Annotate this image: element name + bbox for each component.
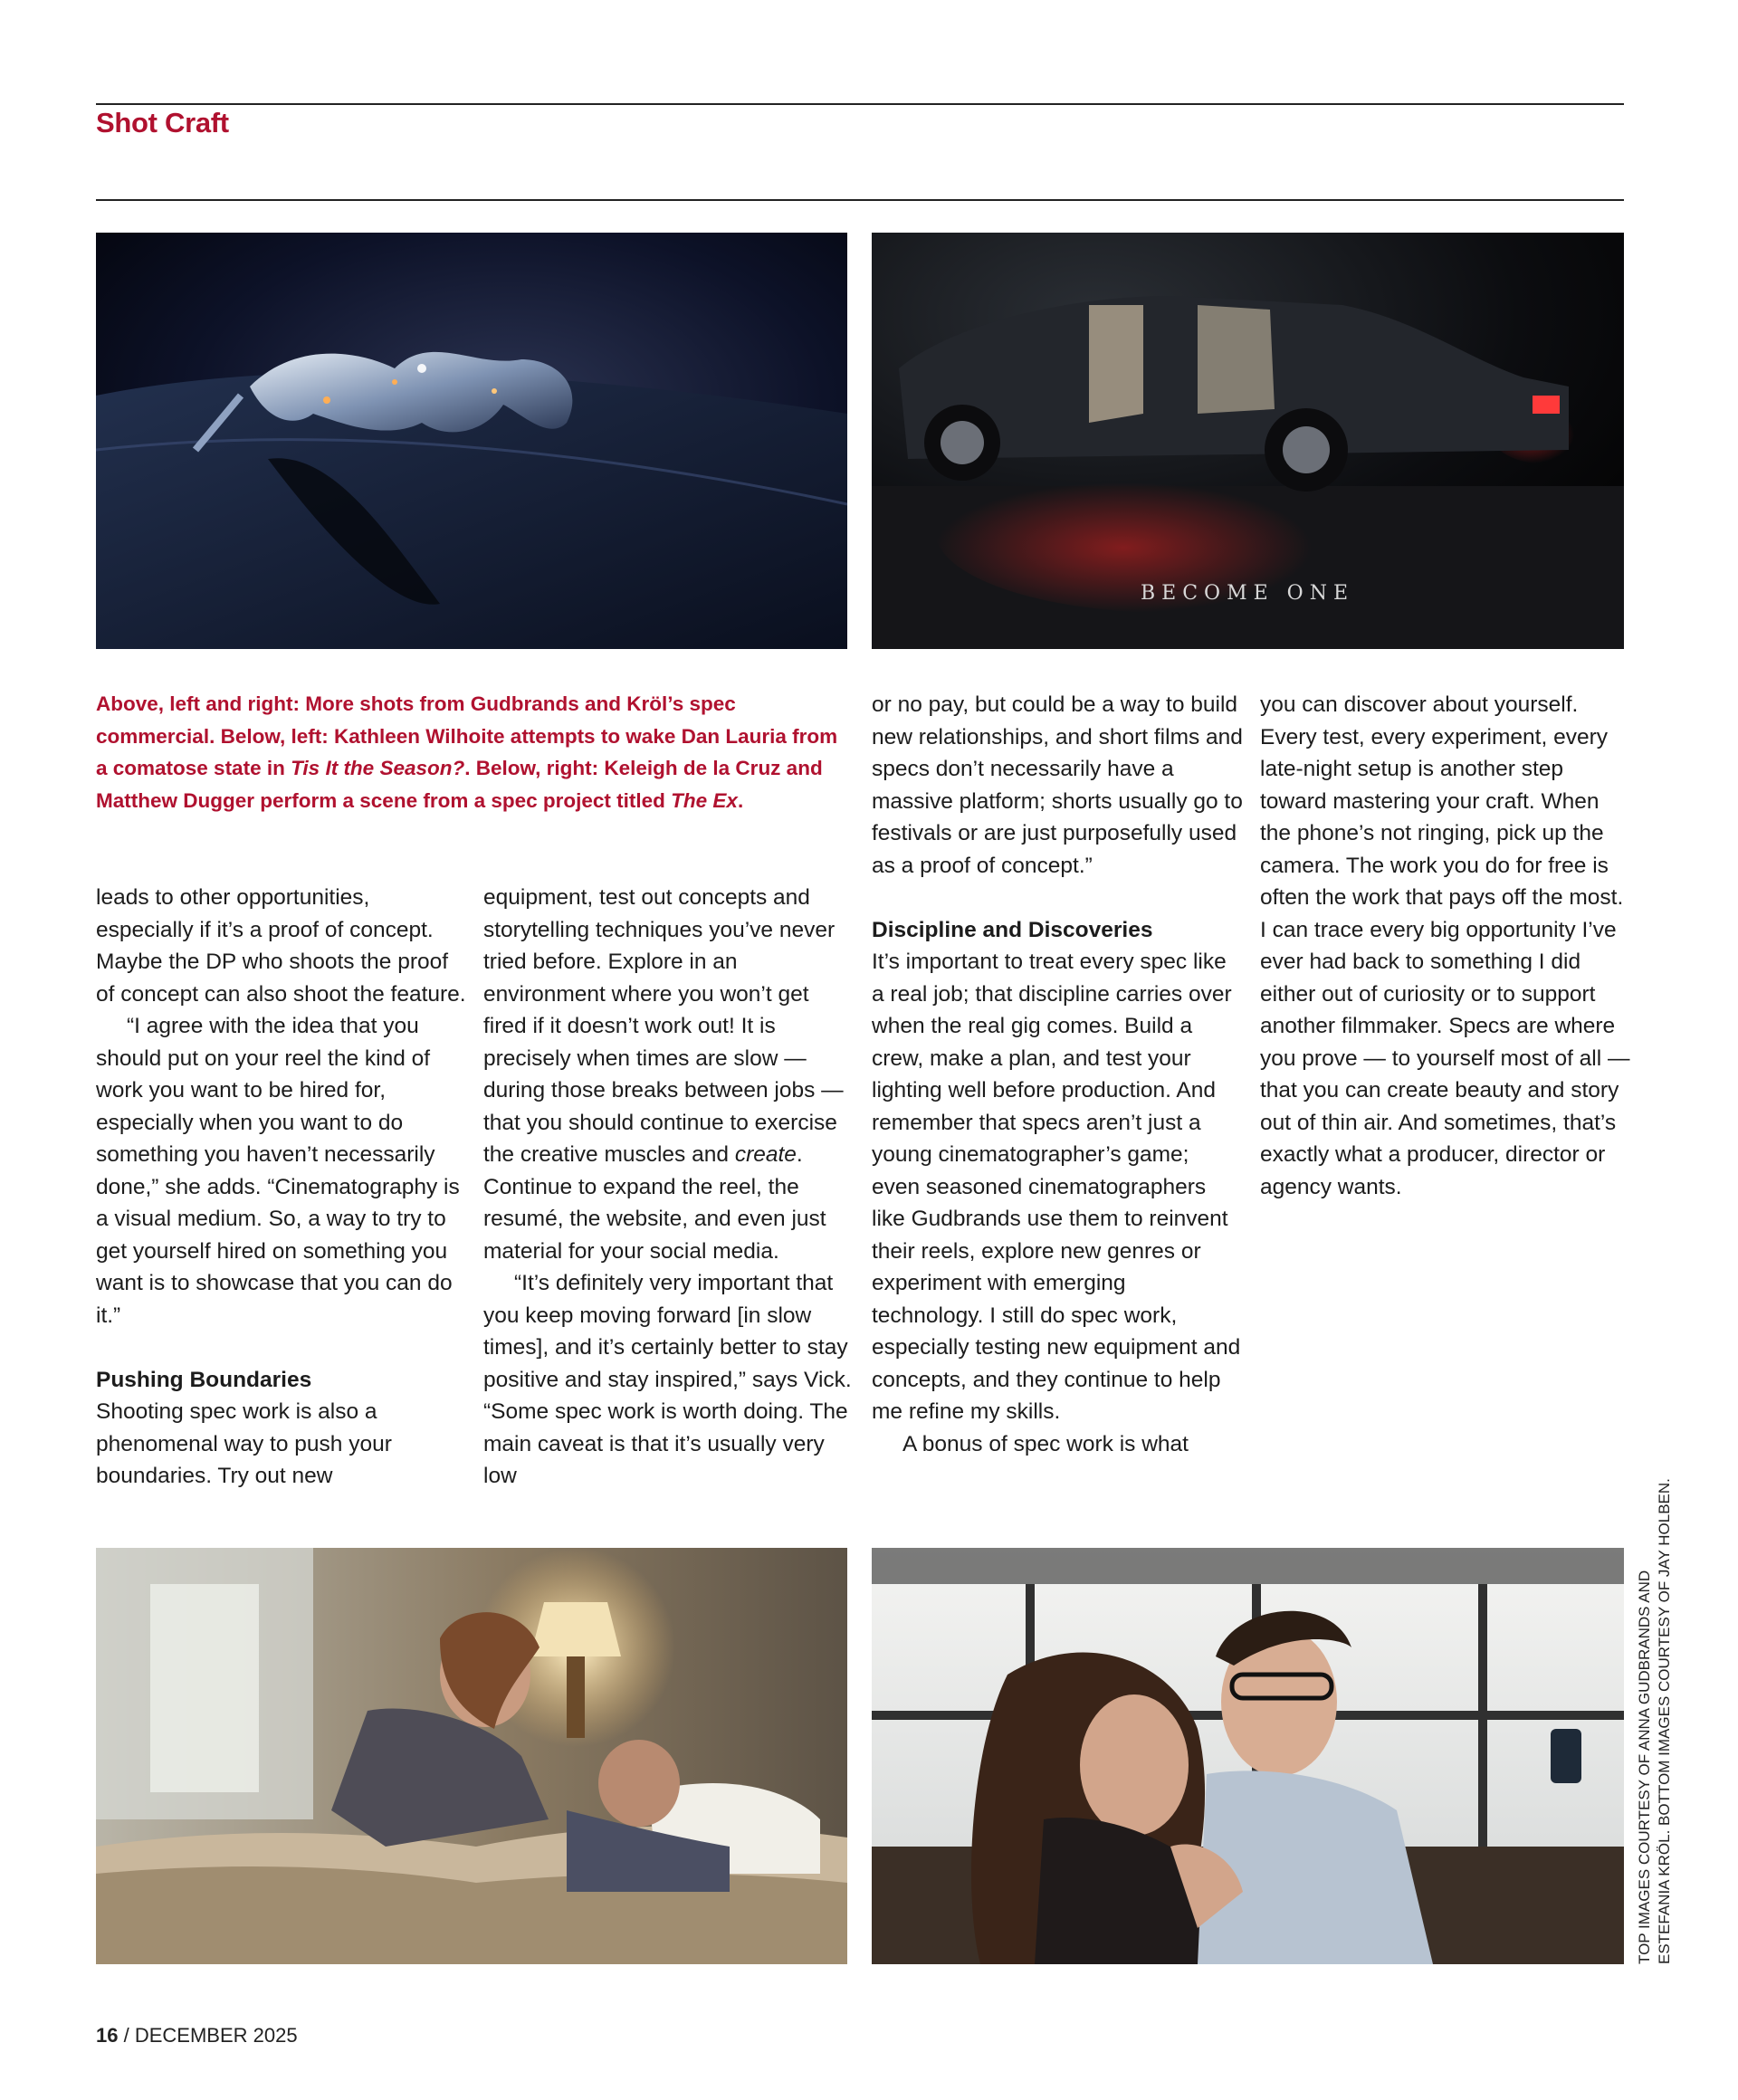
article-column-1: [96, 882, 467, 1493]
photo-jaguar-car: [872, 233, 1624, 649]
footer-separator: /: [123, 2024, 129, 2047]
col2-emphasis-create: create: [734, 1142, 797, 1167]
page-number: 16: [96, 2024, 119, 2047]
photo-caption: [96, 688, 847, 816]
article-column-4: [1260, 689, 1631, 1203]
heading-discipline-discoveries: Discipline and Discoveries: [872, 917, 1153, 942]
car-overlay-text: BECOME ONE: [1140, 582, 1355, 605]
photo-credit-line-1: TOP IMAGES COURTESY OF ANNA GUDBRANDS AND: [1636, 1570, 1653, 1964]
col4-para-1: you can discover about yourself. Every test, every experiment, every late-night setup is another step toward mastering your craft. When the phone’s not ringing, pick up the camera. The work you do for free is often the work that pays off the most. I can trace every big opportunity I’ve ever had back to something I did either out of curiosity or to support another filmmaker. Specs are where you prove — to yourself most of all — that you can create beauty and story out of thin air. And sometimes, that’s exactly what a producer, director or agency wants.: [1260, 692, 1630, 1199]
photo-credit: [1635, 1457, 1675, 1964]
page-footer: [96, 2024, 298, 2048]
col3-para-1: or no pay, but could be a way to build new relationships, and short films and specs don’t necessarily have a massive platform; shorts usually go to festivals or are just purposefully used as a proof of concept.”: [872, 692, 1243, 878]
header-bottom-rule: [96, 199, 1624, 201]
article-column-3: [872, 689, 1243, 1460]
col2-para-2: “It’s definitely very important that you keep moving forward [in slow times], and it’s certainly better to stay positive and stay inspired,” says Vick. “Some spec work is worth doing. The main caveat is that it’s usually very low: [483, 1271, 852, 1488]
col3-para-3: A bonus of spec work is what: [902, 1431, 1189, 1456]
col1-para-1: leads to other opportunities, especially if it’s a proof of concept. Maybe the DP who shoots the proof of concept can also shoot the feature.: [96, 885, 466, 1007]
col1-para-2: “I agree with the idea that you should put on your reel the kind of work you want to be hired for, especially when you want to do something you haven’t necessarily done,” she adds. “Cinematography is a visual medium. So, a way to try to get yourself hired on something you want is to showcase that you can do it.”: [96, 1014, 460, 1328]
col2-para-1a: equipment, test out concepts and storytelling techniques you’ve never tried before. Explore in an environment where you won’t get fired if it doesn’t work out! It is precisely when times are slow — during those breaks between jobs — that you should continue to exercise the creative muscles and: [483, 885, 844, 1167]
photo-credit-line-2: ESTEFANIA KRÖL. BOTTOM IMAGES COURTESY OF JAY HOLBEN.: [1656, 1478, 1673, 1964]
top-rule: [96, 103, 1624, 105]
section-label: Shot Craft: [96, 107, 229, 138]
col2-para-1: [483, 882, 855, 1267]
caption-title-2: The Ex: [671, 788, 738, 812]
col2-para-1b: . Continue to expand the reel, the resumé, the website, and even just material for your social media.: [483, 1142, 826, 1264]
photo-bedroom-scene: [96, 1548, 847, 1964]
col3-para-2: It’s important to treat every spec like a real job; that discipline carries over when the real gig comes. Build a crew, make a plan, and test your lighting well before production. And remember that specs aren’t just a young cinematographer’s game; even seasoned cinematographers like Gudbrands use them to reinvent their reels, explore new genres or experiment with emerging technology. I still do spec work, especially testing new equipment and concepts, and they continue to help me refine my skills.: [872, 950, 1241, 1424]
photo-jaguar-ornament: [96, 233, 847, 649]
issue-date: DECEMBER 2025: [134, 2024, 298, 2047]
photo-couple-scene: [872, 1548, 1624, 1964]
caption-text-3: .: [737, 788, 744, 812]
col1-para-3: Shooting spec work is also a phenomenal way to push your boundaries. Try out new: [96, 1399, 392, 1488]
article-column-2: [483, 882, 855, 1493]
heading-pushing-boundaries: Pushing Boundaries: [96, 1367, 312, 1392]
caption-text-2: . Below, right: Keleigh de la Cruz and Matthew Dugger perform a scene from a spec project titled: [96, 757, 823, 812]
caption-title-1: Tis It the Season?: [291, 757, 465, 779]
caption-text-1: Above, left and right: More shots from Gudbrands and Kröl’s spec commercial. Below, left: Kathleen Wilhoite attempts to wake Dan Lauria from a comatose state in: [96, 692, 838, 779]
